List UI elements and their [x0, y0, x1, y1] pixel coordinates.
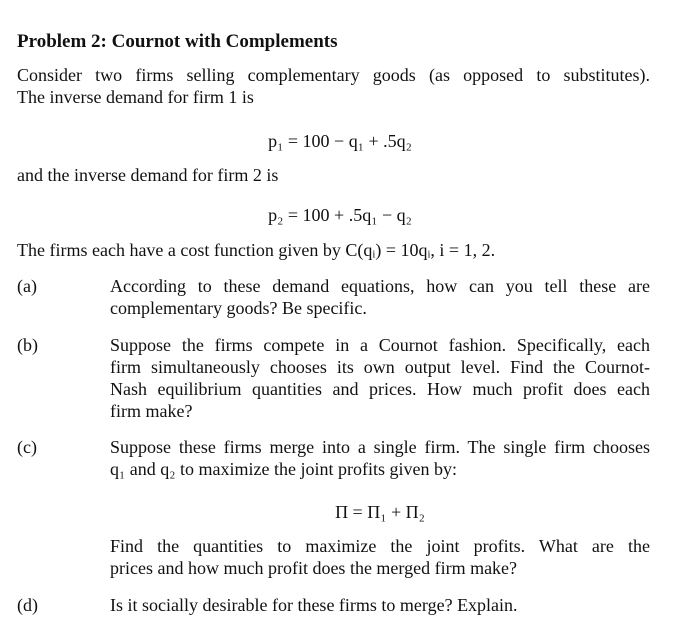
- problem-title: Problem 2: Cournot with Complements: [17, 31, 338, 52]
- intro-line: The inverse demand for firm 1 is: [17, 87, 254, 107]
- part-b-text: Suppose the firms compete in a Cournot fashion. Specifically, each: [110, 335, 650, 355]
- intro-line: Consider two firms selling complementary goods (as opposed to substitutes).: [17, 65, 650, 85]
- part-c-text: Find the quantities to maximize the joint profits. What are the: [110, 536, 650, 556]
- part-a-text: complementary goods? Be specific.: [110, 298, 367, 318]
- part-b-text: firm make?: [110, 401, 193, 421]
- cost-function-text: The firms each have a cost function given by C(qᵢ) = 10qᵢ, i = 1, 2.: [17, 240, 496, 260]
- part-c-text: prices and how much profit does the merged firm make?: [110, 558, 518, 578]
- part-d-text: Is it socially desirable for these firms to merge? Explain.: [110, 595, 518, 615]
- part-b-text: firm simultaneously chooses its own output level. Find the Cournot-: [110, 357, 650, 377]
- part-b-text: Nash equilibrium quantities and prices. How much profit does each: [110, 379, 650, 399]
- part-c-text: Suppose these firms merge into a single firm. The single firm chooses: [110, 437, 650, 457]
- demand-equation-1: p₁ = 100 − q₁ + .5q₂: [268, 131, 412, 151]
- mid-text: and the inverse demand for firm 2 is: [17, 165, 279, 185]
- joint-profit-equation: Π = Π₁ + Π₂: [335, 502, 425, 522]
- part-c-label: (c): [17, 437, 37, 457]
- part-d-label: (d): [17, 595, 38, 615]
- part-c-text: q₁ and q₂ to maximize the joint profits given by:: [110, 459, 457, 479]
- demand-equation-2: p₂ = 100 + .5q₁ − q₂: [268, 205, 412, 225]
- part-a-text: According to these demand equations, how can you tell these are: [110, 276, 650, 296]
- part-b-label: (b): [17, 335, 38, 355]
- part-a-label: (a): [17, 276, 37, 296]
